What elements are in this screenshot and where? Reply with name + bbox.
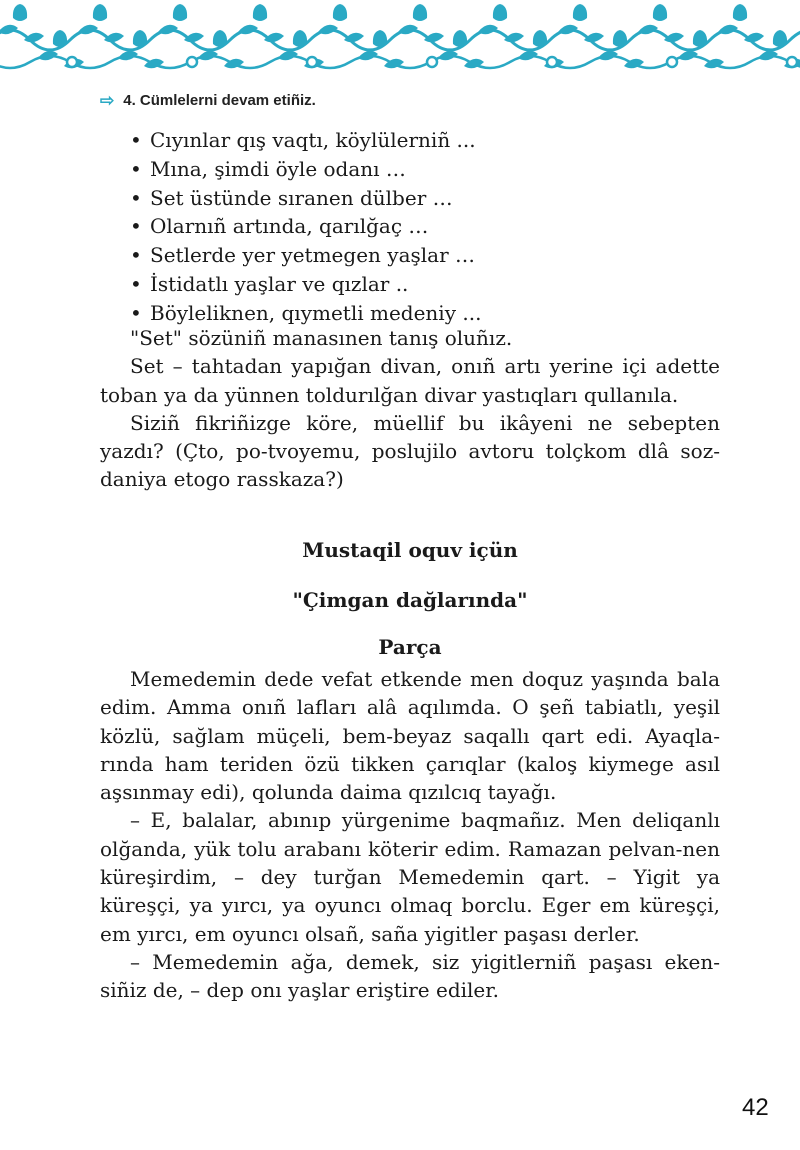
list-item: • Böyleliknen, qıymetli medeniy ... (130, 300, 482, 325)
task-heading (100, 92, 316, 109)
paragraph: – E, balalar, abınıp yürgenime baqmañız. Men deliqanlı olğanda, yük tolu arabanı köterir edim. Ramazan pelvan-nen küreşirdim, – dey turğan Memedemin qart. – Yigit ya küreşçi, ya yırcı, ya oyuncı olmaq borclu. Eger em küreşçi, em yırcı, em oyuncı olsañ, saña yigitler paşası derler. (100, 808, 720, 946)
paragraph: – Memedemin ağa, demek, siz yigitlerniñ paşası eken-siñiz de, – dep onı yaşlar eriştire ediler. (100, 949, 720, 1003)
part-title: Parça (378, 635, 442, 659)
list-item: • Set üstünde sıranen dülber … (130, 185, 453, 210)
arrow-right-icon: ⇨ (100, 91, 115, 110)
list-item: • İstidatlı yaşlar ve qızlar .. (130, 271, 409, 296)
story-title: "Çimgan dağlarında" (292, 588, 528, 612)
intro-text (100, 324, 720, 494)
section-title: Mustaqil oquv içün (302, 538, 518, 562)
paragraph: Set – tahtadan yapığan divan, onıñ artı yerine içi adette toban ya da yünnen toldurılğan divar yastıqları qullanıla. (100, 354, 720, 407)
list-item: • Mına, şimdi öyle odanı … (130, 156, 406, 181)
bullet-list (130, 126, 481, 328)
story-text (100, 665, 720, 1005)
list-item: • Olarnıñ artında, qarılğaç … (130, 214, 429, 239)
paragraph: Memedemin dede vefat etkende men doquz yaşında bala edim. Amma onıñ lafları alâ aqılımda. O şeñ tabiatlı, yeşil közlü, sağlam müçeli, bem-beyaz saqallı qart edi. Ayaqla-rında ham teriden özü tikken çarıqlar (kaloş kiymege asıl aşsınmay edi), qolunda daima qızılcıq tayağı. (100, 667, 720, 805)
floral-border-icon (0, 0, 800, 78)
paragraph: "Set" sözüniñ manasınen tanış oluñız. (130, 326, 513, 350)
paragraph: Siziñ fikriñizge köre, müellif bu ikâyeni ne sebepten yazdı? (Çto, po-tvoyemu, poslujilo avtoru tolçkom dlâ soz-daniya etogo rasskaza?) (100, 410, 720, 492)
list-item: • Cıyınlar qış vaqtı, köylülerniñ ... (130, 128, 476, 152)
page-number: 42 (742, 1094, 769, 1121)
task-title: 4. Cümlelerni devam etiñiz. (123, 92, 316, 109)
list-item: • Setlerde yer yetmegen yaşlar … (130, 243, 475, 268)
